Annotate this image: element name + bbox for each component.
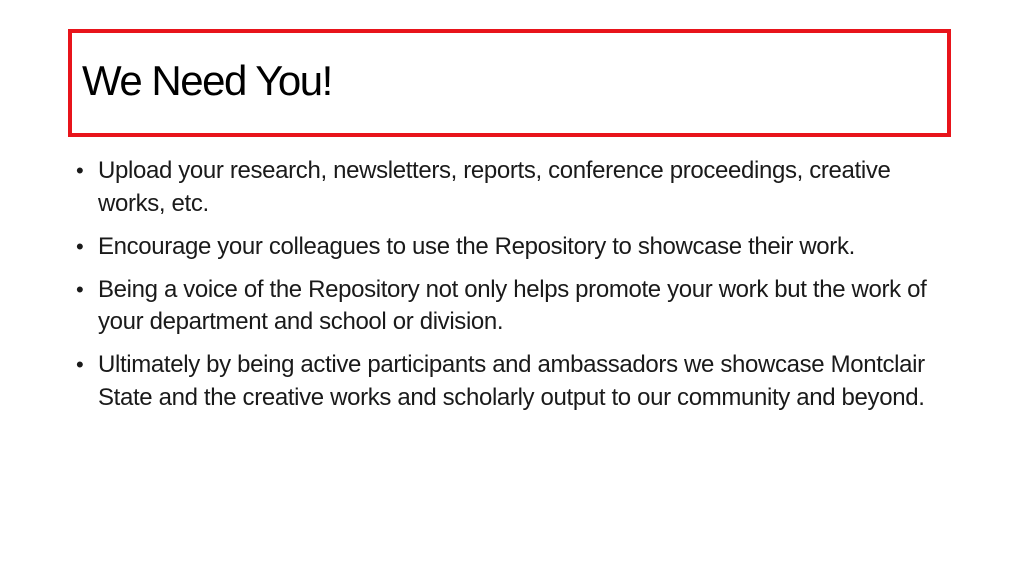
- bullet-list: [74, 155, 954, 425]
- bullet-dot-icon: •: [76, 158, 84, 183]
- title-frame: [68, 29, 951, 137]
- bullet-text: Upload your research, newsletters, reports, conference proceedings, creative works, etc.: [98, 157, 891, 217]
- bullet-item: [74, 155, 954, 220]
- bullet-item: [74, 349, 954, 414]
- bullet-text: Ultimately by being active participants and ambassadors we showcase Montclair State and the creative works and scholarly output to our community and beyond.: [98, 351, 925, 411]
- bullet-item: [74, 274, 954, 339]
- bullet-dot-icon: •: [76, 276, 84, 302]
- bullet-text: Being a voice of the Repository not only helps promote your work but the work of your department and school or division.: [98, 275, 927, 335]
- bullet-text: Encourage your colleagues to use the Repository to showcase their work.: [98, 232, 855, 260]
- bullet-dot-icon: •: [76, 352, 84, 377]
- bullet-dot-icon: •: [76, 233, 84, 259]
- bullet-item: [74, 231, 954, 264]
- slide-title: We Need You!: [82, 57, 332, 104]
